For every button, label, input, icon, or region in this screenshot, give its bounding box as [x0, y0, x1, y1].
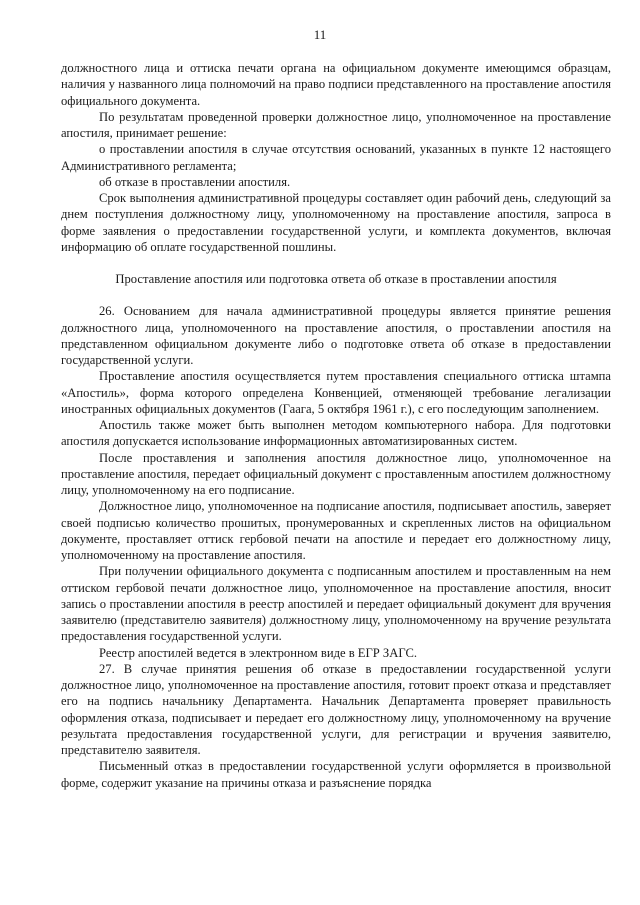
- paragraph: Реестр апостилей ведется в электронном виде в ЕГР ЗАГС.: [99, 645, 417, 660]
- document-body: [61, 60, 611, 791]
- section-title: Проставление апостиля или подготовка ответа об отказе в проставлении апостиля: [115, 272, 557, 286]
- paragraph: 27. В случае принятия решения об отказе в предоставлении государственной услуги должностное лицо, уполномоченное на проставление апостиля, готовит проект отказа и представляет его на подпись начальнику Департамента. Начальник Департамента проверяет правильность оформления отказа, подписывает и передает его должностному лицу, уполномоченному на вручение результата предоставления государственной услуги, для регистрации и вручения заявителю, представителю заявителя.: [61, 661, 611, 757]
- paragraph: должностного лица и оттиска печати органа на официальном документе имеющимся образцам, наличия у названного лица полномочий на право подписи представленного на проставление апостиля официального документа.: [61, 61, 611, 108]
- paragraph: Апостиль также может быть выполнен методом компьютерного набора. Для подготовки апостиля допускается использование информационных автоматизированных систем.: [61, 418, 611, 449]
- paragraph: 26. Основанием для начала административной процедуры является принятие решения должностного лица, уполномоченного на проставление апостиля, о проставлении апостиля на представленном официальном документе либо о подготовке ответа об отказе в предоставлении государственной услуги.: [61, 304, 611, 367]
- paragraph: Срок выполнения административной процедуры составляет один рабочий день, следующий за днем поступления должностному лицу, уполномоченному на проставление апостиля, запроса в форме заявления о предоставлении государственной услуги, и комплекта документов, включая информацию об оплате государственной пошлины.: [61, 191, 611, 254]
- paragraph: После проставления и заполнения апостиля должностное лицо, уполномоченное на проставление апостиля, передает официальный документ с проставленным апостилем должностному лицу, уполномоченному на его подписание.: [61, 450, 611, 497]
- paragraph: Должностное лицо, уполномоченное на подписание апостиля, подписывает апостиль, заверяет своей подписью количество прошитых, пронумерованных и скрепленных листов на официальном документе, проставляет оттиск гербовой печати на апостиле и передает его должностному лицу, уполномоченному на проставление апостиля.: [61, 499, 611, 562]
- paragraph: об отказе в проставлении апостиля.: [99, 174, 291, 189]
- paragraph: Проставление апостиля осуществляется путем проставления специального оттиска штампа «Апостиль», форма которого определена Конвенцией, отменяющей требование легализации иностранных официальных документов (Гаага, 5 октября 1961 г.), с его последующим заполнением.: [61, 369, 611, 416]
- paragraph: Письменный отказ в предоставлении государственной услуги оформляется в произвольной форме, содержит указание на причины отказа и разъяснение порядка: [61, 759, 611, 790]
- paragraph: По результатам проведенной проверки должностное лицо, уполномоченное на проставление апостиля, принимает решение:: [61, 109, 611, 140]
- paragraph: При получении официального документа с подписанным апостилем и проставленным на нем оттиском гербовой печати должностное лицо, уполномоченное на проставление апостиля, вносит запись о проставлении апостиля в реестр апостилей и передает официальный документ для вручения заявителю (представителю заявителя) должностному лицу, уполномоченному на вручение результата предоставления государственной услуги.: [61, 564, 611, 644]
- paragraph: о проставлении апостиля в случае отсутствия оснований, указанных в пункте 12 настоящего Административного регламента;: [61, 142, 611, 173]
- page-number: 11: [313, 27, 327, 42]
